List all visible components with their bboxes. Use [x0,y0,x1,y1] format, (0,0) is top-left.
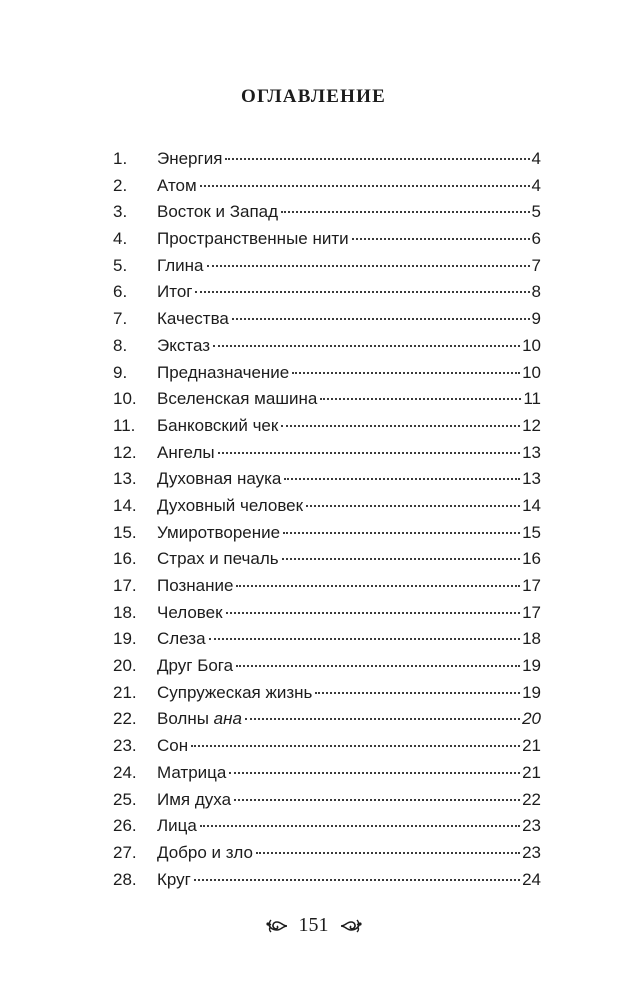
toc-entry[interactable] [113,629,541,656]
toc-entry-title [157,496,303,516]
toc-entry-number: 28. [113,869,137,889]
toc-entry-title-text: Духовный человек [157,495,304,515]
toc-entry-title [157,656,233,676]
toc-entry-page: 19 [522,682,541,702]
toc-entry[interactable] [113,256,541,283]
dot-leader [306,505,520,507]
dot-leader [236,665,520,667]
toc-entry-title-text: Предназначение [157,362,290,382]
toc-entry-title-text: Друг Бога [157,656,234,676]
toc-entry-number: 24. [113,762,137,782]
toc-entry[interactable] [113,176,541,203]
toc-entry-title-text: Круг [157,869,191,889]
toc-entry-title [157,523,280,543]
toc-entry[interactable] [113,229,541,256]
toc-entry-title-text: Сон [157,736,189,756]
toc-entry-number: 18. [113,602,137,622]
toc-entry-page: 19 [522,656,541,676]
toc-entry-number: 23. [113,736,137,756]
toc-entry-page: 11 [523,389,541,409]
toc-entry-number: 19. [113,629,137,649]
toc-entry[interactable] [113,416,541,443]
toc-entry-number: 4. [113,229,128,249]
toc-entry[interactable] [113,443,541,470]
toc-entry-title-text: Ангелы [157,442,215,462]
toc-entry-title-text: Волны [157,709,214,729]
toc-entry[interactable] [113,576,541,603]
toc-entry-title-text: Познание [157,576,234,595]
toc-entry-title-text: Пространственные нити [157,229,349,249]
dot-leader [207,265,530,267]
toc-entry-page: 4 [531,149,541,168]
toc-entry-page: 16 [522,549,541,569]
toc-entry-page: 18 [522,629,541,649]
dot-leader [281,211,530,213]
toc-entry[interactable] [113,763,541,790]
page-number: 151 [298,914,329,936]
toc-entry[interactable] [113,816,541,843]
toc-entry-title-text: Добро и зло [157,842,253,862]
toc-entry-page: 20 [522,709,541,729]
toc-entry[interactable] [113,469,541,496]
toc-entry-page: 10 [522,362,541,382]
dot-leader [284,478,520,480]
dot-leader [352,238,530,240]
toc-entry-title [157,843,253,863]
toc-entry-title [157,389,317,409]
toc-entry-page: 17 [522,576,541,595]
toc-entry-title-italic: ана [213,709,242,729]
toc-entry-page: 21 [522,762,541,782]
fleuron-right-icon [339,916,363,936]
toc-entry[interactable] [113,549,541,576]
fleuron-left-icon [265,916,289,936]
dot-leader [281,425,520,427]
toc-entry-number: 7. [113,309,128,329]
toc-entry-page: 13 [522,469,541,489]
toc-entry-page: 6 [531,229,541,249]
toc-entry-title-text: Качества [157,309,229,329]
toc-entry-title [157,790,231,810]
toc-entry-page: 7 [531,255,541,275]
toc-entry-number: 21. [113,682,137,702]
toc-entry-title [157,629,206,649]
toc-entry-title [157,176,197,196]
toc-entry[interactable] [113,709,541,736]
toc-entry-title-text: Матрица [157,762,227,782]
dot-leader [191,745,520,747]
toc-entry-page: 12 [522,415,541,435]
dot-leader [226,612,521,614]
toc-entry-title [157,816,197,836]
toc-entry-page: 21 [522,736,541,756]
toc-entry-page: 13 [522,442,541,462]
toc-entry-number: 14. [113,495,137,515]
toc-entry-number: 11. [113,415,136,435]
toc-entry-number: 13. [113,469,137,489]
toc-entry-page: 22 [522,789,541,809]
toc-entry[interactable] [113,870,541,897]
toc-entry-title-text: Вселенская машина [157,389,318,409]
toc-entry-title-text: Умиротворение [157,522,281,542]
toc-entry-title [157,256,204,276]
toc-entry-number: 27. [113,842,137,862]
toc-entry-number: 26. [113,816,137,836]
dot-leader [256,852,520,854]
toc-entry[interactable] [113,843,541,870]
dot-leader [234,799,520,801]
toc-entry-title-text: Экстаз [157,335,211,355]
toc-entry-title [157,549,279,569]
toc-entry[interactable] [113,790,541,817]
toc-entry-number: 3. [113,202,128,222]
toc-entry-page: 23 [522,816,541,836]
toc-entry-title [157,282,192,302]
toc-entry-number: 25. [113,789,137,809]
toc-entry-title-text: Энергия [157,149,223,168]
toc-entry-page: 10 [522,335,541,355]
dot-leader [195,291,529,293]
dot-leader [225,158,529,160]
toc-entry-number: 17. [113,576,137,595]
dot-leader [283,532,520,534]
toc-entry[interactable] [113,736,541,763]
toc-entry-title [157,576,233,596]
toc-entry-title-text: Лица [157,816,197,836]
dot-leader [232,318,530,320]
toc-entry-title [157,443,215,463]
toc-entry-number: 2. [113,175,128,195]
dot-leader [229,772,520,774]
toc-entry-title-text: Банковский чек [157,415,279,435]
toc-entry-title [157,763,226,783]
toc-entry-title [157,336,210,356]
toc-entry-title [157,736,188,756]
toc-entry-title-text: Духовная наука [157,469,282,489]
toc-entry-number: 10. [113,389,137,409]
toc-entry-page: 9 [531,309,541,329]
toc-entry-number: 6. [113,282,128,302]
toc-entry-number: 5. [113,255,128,275]
toc-entry[interactable] [113,683,541,710]
toc-entry-title-text: Имя духа [157,789,232,809]
toc-entry-title [157,416,278,436]
toc-entry-title-text: Глина [157,255,204,275]
toc-entry-page: 24 [522,869,541,889]
dot-leader [315,692,520,694]
toc-entry-number: 22. [113,709,137,729]
toc-entry-title [157,229,349,249]
dot-leader [292,372,520,374]
toc-entry[interactable] [113,523,541,550]
toc-entry-number: 9. [113,362,128,382]
toc-entry-title [157,469,281,489]
toc-entry-title-text: Восток и Запад [157,202,279,222]
toc-entry-number: 12. [113,442,137,462]
toc-entry[interactable] [113,149,541,176]
page-title: ОГЛАВЛЕНИЕ [241,86,386,107]
toc-entry-title [157,149,222,169]
page-footer [0,914,627,937]
table-of-contents [113,149,541,896]
toc-entry-number: 20. [113,656,137,676]
toc-entry-title-text: Страх и печаль [157,549,279,569]
dot-leader [200,185,530,187]
toc-entry-title [157,309,229,329]
toc-entry[interactable] [113,656,541,683]
dot-leader [245,718,520,720]
toc-entry-title [157,870,191,890]
toc-entry[interactable] [113,496,541,523]
toc-entry[interactable] [113,389,541,416]
toc-entry-title [157,363,289,383]
toc-entry-page: 5 [531,202,541,222]
toc-entry-title [157,683,312,703]
toc-entry-title [157,202,278,222]
toc-entry-number: 1. [113,149,128,168]
toc-entry[interactable] [113,282,541,309]
toc-entry-page: 8 [531,282,541,302]
toc-entry[interactable] [113,309,541,336]
dot-leader [236,585,520,587]
toc-entry-page: 4 [531,175,541,195]
toc-entry-title-text: Человек [157,602,223,622]
dot-leader [218,452,520,454]
toc-entry-page: 17 [522,602,541,622]
toc-entry-number: 8. [113,335,128,355]
toc-entry[interactable] [113,603,541,630]
toc-entry-title-text: Супружеская жизнь [157,682,313,702]
toc-entry-title-text: Итог [157,282,193,302]
toc-entry-title-text: Атом [157,175,197,195]
toc-entry-title [157,709,242,729]
toc-entry-number: 16. [113,549,137,569]
dot-leader [194,879,520,881]
dot-leader [200,825,520,827]
toc-entry-title [157,603,223,623]
dot-leader [209,638,521,640]
toc-entry-page: 14 [522,495,541,515]
toc-entry-page: 23 [522,842,541,862]
toc-entry[interactable] [113,363,541,390]
toc-entry-title-text: Слеза [157,629,206,649]
toc-entry[interactable] [113,336,541,363]
toc-entry-page: 15 [522,522,541,542]
dot-leader [320,398,521,400]
toc-entry-number: 15. [113,522,137,542]
toc-entry[interactable] [113,202,541,229]
dot-leader [213,345,520,347]
dot-leader [282,558,520,560]
